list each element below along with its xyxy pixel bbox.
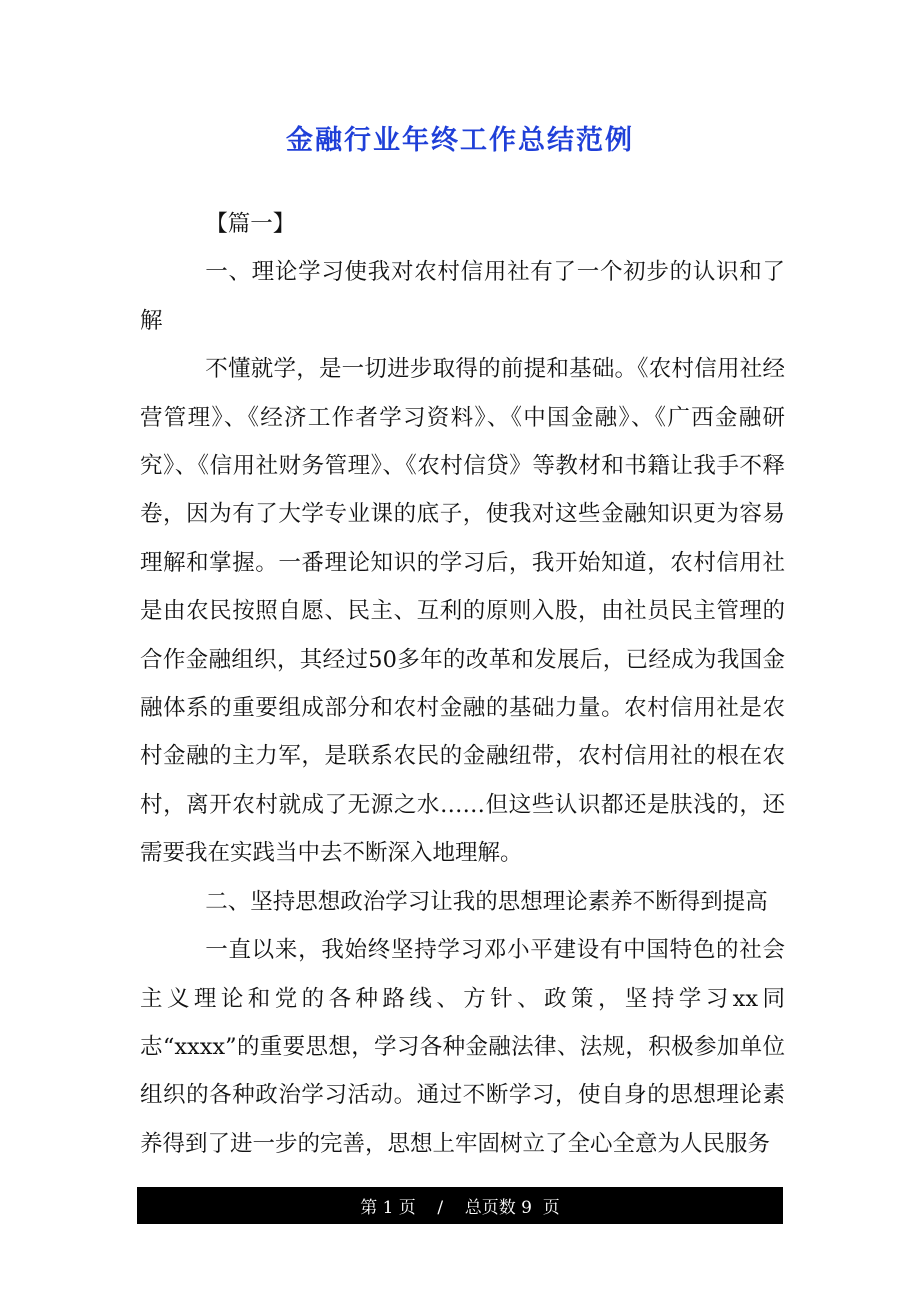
- paragraph-two: 一直以来，我始终坚持学习邓小平建设有中国特色的社会主义理论和党的各种路线、方针、政策，坚持学习xx同志“xxxx”的重要思想，学习各种金融法律、法规，积极参加单位组织的各种政治学习活动。通过不断学习，使自身的思想理论素养得到了进一步的完善，思想上牢固树立了全心全意为人民服务: [140, 937, 785, 1157]
- document-body: [140, 200, 785, 1168]
- heading-two: 二、坚持思想政治学习让我的思想理论素养不断得到提高: [205, 888, 768, 915]
- heading-one: 一、理论学习使我对农村信用社有了一个初步的认识和了解: [140, 259, 785, 334]
- page-number-label: 第 1 页 / 总页数 9 页: [360, 1198, 560, 1218]
- document-title: 金融行业年终工作总结范例: [286, 125, 634, 156]
- section-label: 【篇一】: [205, 211, 296, 237]
- page-footer: [137, 1187, 783, 1224]
- paragraph-one: 不懂就学，是一切进步取得的前提和基础。《农村信用社经营管理》、《经济工作者学习资料》、《中国金融》、《广西金融研究》、《信用社财务管理》、《农村信贷》等教材和书籍让我手不释卷，因为有了大学专业课的底子，使我对这些金融知识更为容易理解和掌握。一番理论知识的学习后，我开始知道，农村信用社是由农民按照自愿、民主、互利的原则入股，由社员民主管理的合作金融组织，其经过50多年的改革和发展后，已经成为我国金融体系的重要组成部分和农村金融的基础力量。农村信用社是农村金融的主力军，是联系农民的金融纽带，农村信用社的根在农村，离开农村就成了无源之水……但这些认识都还是肤浅的，还需要我在实践当中去不断深入地理解。: [140, 356, 785, 867]
